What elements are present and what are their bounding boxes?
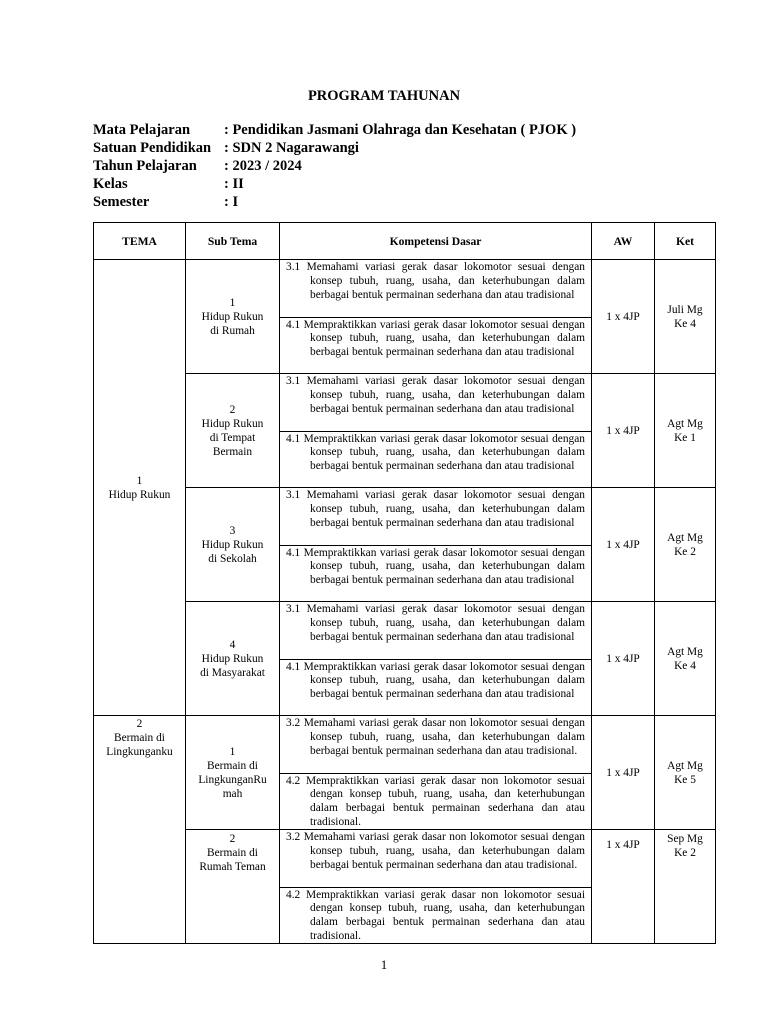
- ket-line: Ke 5: [674, 773, 696, 786]
- ket-cell: [655, 488, 716, 602]
- subtema-line: di Sekolah: [208, 552, 257, 565]
- tema-number: 1: [136, 474, 143, 487]
- ket-cell: [655, 374, 716, 488]
- subtema-line: Bermain di: [207, 759, 258, 772]
- meta-row-class: [93, 175, 576, 193]
- ket-line: Ke 2: [674, 847, 696, 859]
- program-table: [93, 222, 716, 944]
- meta-label: Satuan Pendidikan: [93, 140, 212, 156]
- ket-line: Ke 2: [674, 545, 696, 558]
- ket-line: Agt Mg: [667, 531, 703, 544]
- meta-row-subject: [93, 121, 576, 139]
- ket-line: Ke 4: [674, 317, 696, 330]
- aw-cell: 1 x 4JP: [592, 602, 655, 716]
- kd-item: 4.1 Mempraktikkan variasi gerak dasar lokomotor sesuai dengan konsep tubuh, ruang, usaha, dan keterhubungan dalam berbagai bentuk permainan sederhana dan atau tradisional: [280, 431, 591, 488]
- subtema-cell: [186, 716, 280, 830]
- subtema-cell: [186, 602, 280, 716]
- subtema-line: Hidup Rukun: [201, 538, 264, 551]
- subtema-line: mah: [222, 787, 243, 800]
- subtema-number: 2: [229, 403, 236, 416]
- subtema-cell: [186, 830, 280, 944]
- meta-value: : 2023 / 2024: [224, 158, 302, 174]
- kd-item: 3.2 Memahami variasi gerak dasar non lokomotor sesuai dengan konsep tubuh, ruang, usaha, dan keterhubungan dalam berbagai bentuk permainan sederhana dan atau tradisional.: [286, 717, 585, 757]
- meta-value: : Pendidikan Jasmani Olahraga dan Kesehatan ( PJOK ): [224, 122, 577, 138]
- kd-item: 3.1 Memahami variasi gerak dasar lokomotor sesuai dengan konsep tubuh, ruang, usaha, dan keterhubungan dalam berbagai bentuk permainan sederhana dan atau tradisional: [286, 489, 585, 529]
- header-aw: AW: [592, 223, 655, 260]
- table-row: [94, 716, 716, 830]
- kd-item: 3.2 Memahami variasi gerak dasar non lokomotor sesuai dengan konsep tubuh, ruang, usaha, dan keterhubungan dalam berbagai bentuk permainan sederhana dan atau tradisional.: [286, 831, 585, 871]
- document-title: PROGRAM TAHUNAN: [307, 88, 461, 104]
- table-header-row: [94, 223, 716, 260]
- ket-line: Sep Mg: [667, 833, 703, 845]
- table-row: [94, 830, 716, 944]
- aw-cell: 1 x 4JP: [592, 488, 655, 602]
- kd-item: 3.1 Memahami variasi gerak dasar lokomotor sesuai dengan konsep tubuh, ruang, usaha, dan keterhubungan dalam berbagai bentuk permainan sederhana dan atau tradisional: [286, 603, 585, 643]
- kd-item: 4.2 Mempraktikkan variasi gerak dasar non lokomotor sesuai dengan konsep tubuh, ruang, usaha, dan keterhubungan dalam berbagai bentuk permainan sederhana dan atau tradisional.: [280, 887, 591, 944]
- subtema-line: di Rumah: [210, 324, 255, 337]
- ket-line: Agt Mg: [667, 759, 703, 772]
- kd-item: 4.1 Mempraktikkan variasi gerak dasar lokomotor sesuai dengan konsep tubuh, ruang, usaha, dan keterhubungan dalam berbagai bentuk permainan sederhana dan atau tradisional: [280, 659, 591, 716]
- ket-line: Agt Mg: [667, 645, 703, 658]
- subtema-number: 1: [229, 745, 236, 758]
- ket-line: Ke 1: [674, 431, 696, 444]
- aw-cell: 1 x 4JP: [592, 374, 655, 488]
- page-number: 1: [380, 957, 388, 972]
- subtema-cell: [186, 260, 280, 374]
- header-kd: Kompetensi Dasar: [280, 223, 592, 260]
- header-ket: Ket: [655, 223, 716, 260]
- subtema-cell: [186, 488, 280, 602]
- kd-item: 4.2 Mempraktikkan variasi gerak dasar non lokomotor sesuai dengan konsep tubuh, ruang, usaha, dan keterhubungan dalam berbagai bentuk permainan sederhana dan atau tradisional.: [280, 773, 591, 830]
- ket-cell: [655, 602, 716, 716]
- ket-line: Agt Mg: [667, 417, 703, 430]
- meta-label: Kelas: [93, 176, 128, 192]
- subtema-line: di Tempat: [209, 431, 256, 444]
- subtema-number: 1: [229, 296, 236, 309]
- aw-cell: 1 x 4JP: [592, 830, 655, 944]
- subtema-cell: [186, 374, 280, 488]
- kd-item: 4.1 Mempraktikkan variasi gerak dasar lokomotor sesuai dengan konsep tubuh, ruang, usaha, dan keterhubungan dalam berbagai bentuk permainan sederhana dan atau tradisional: [280, 317, 591, 374]
- tema-cell: [94, 260, 186, 716]
- table-row: [94, 374, 716, 488]
- subtema-line: Hidup Rukun: [201, 310, 264, 323]
- subtema-line: LingkunganRu: [198, 773, 267, 786]
- tema-number: 2: [136, 718, 143, 730]
- ket-cell: [655, 260, 716, 374]
- subtema-line: Rumah Teman: [199, 861, 266, 873]
- meta-label: Semester: [93, 194, 150, 210]
- tema-name: Hidup Rukun: [108, 488, 171, 501]
- subtema-number: 2: [229, 833, 236, 845]
- subtema-line: di Masyarakat: [200, 666, 265, 679]
- table-row: [94, 602, 716, 716]
- aw-cell: 1 x 4JP: [592, 260, 655, 374]
- subtema-line: Bermain di: [207, 847, 258, 859]
- aw-cell: 1 x 4JP: [592, 716, 655, 830]
- subtema-line: Hidup Rukun: [201, 652, 264, 665]
- kd-cell: [280, 716, 592, 830]
- meta-row-year: [93, 157, 576, 175]
- table-row: [94, 260, 716, 374]
- kd-cell: [280, 602, 592, 716]
- subtema-number: 4: [229, 638, 236, 651]
- subtema-line: Bermain: [212, 445, 253, 458]
- document-meta: [93, 121, 576, 211]
- meta-label: Tahun Pelajaran: [93, 158, 197, 174]
- kd-cell: [280, 488, 592, 602]
- header-subtema: Sub Tema: [186, 223, 280, 260]
- subtema-line: Hidup Rukun: [201, 417, 264, 430]
- tema-name: Bermain di Lingkunganku: [106, 732, 173, 758]
- kd-cell: [280, 830, 592, 944]
- kd-cell: [280, 260, 592, 374]
- table-row: [94, 488, 716, 602]
- meta-row-school: [93, 139, 576, 157]
- kd-cell: [280, 374, 592, 488]
- meta-value: : SDN 2 Nagarawangi: [224, 140, 359, 156]
- kd-item: 3.1 Memahami variasi gerak dasar lokomotor sesuai dengan konsep tubuh, ruang, usaha, dan keterhubungan dalam berbagai bentuk permainan sederhana dan atau tradisional: [286, 375, 585, 415]
- subtema-number: 3: [229, 524, 236, 537]
- meta-value: : I: [224, 194, 239, 210]
- ket-line: Juli Mg: [667, 303, 703, 316]
- ket-line: Ke 4: [674, 659, 696, 672]
- header-tema: TEMA: [94, 223, 186, 260]
- ket-cell: [655, 716, 716, 830]
- meta-value: : II: [224, 176, 244, 192]
- kd-item: 4.1 Mempraktikkan variasi gerak dasar lokomotor sesuai dengan konsep tubuh, ruang, usaha, dan keterhubungan dalam berbagai bentuk permainan sederhana dan atau tradisional: [280, 545, 591, 602]
- meta-row-semester: [93, 193, 576, 211]
- ket-cell: [655, 830, 716, 944]
- kd-item: 3.1 Memahami variasi gerak dasar lokomotor sesuai dengan konsep tubuh, ruang, usaha, dan keterhubungan dalam berbagai bentuk permainan sederhana dan atau tradisional: [286, 261, 585, 301]
- meta-label: Mata Pelajaran: [93, 122, 191, 138]
- tema-cell: [94, 716, 186, 944]
